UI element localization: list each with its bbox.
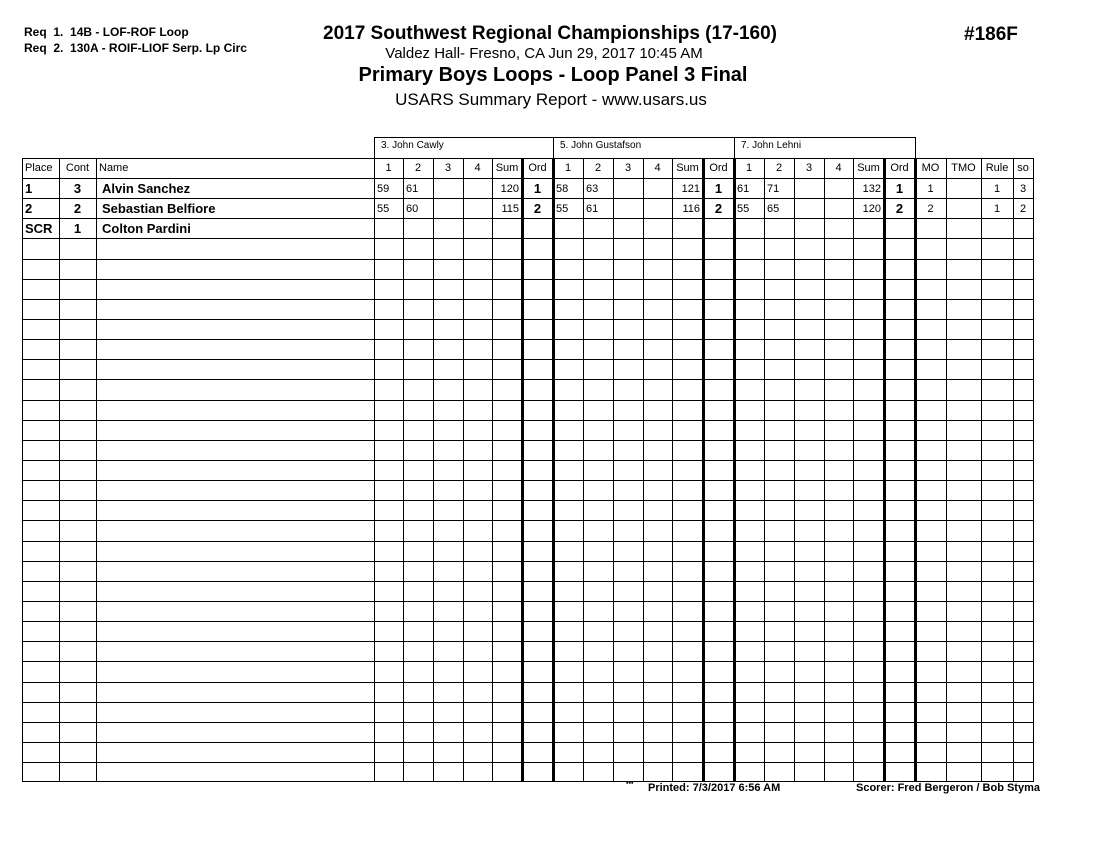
column-line xyxy=(1033,158,1034,781)
column-header-s3: 3 xyxy=(805,162,813,174)
printed-marker: ▪▪▪ xyxy=(626,780,634,787)
score-cell: 61 xyxy=(586,203,599,215)
sum-cell: 115 xyxy=(501,203,519,215)
thick-divider xyxy=(702,158,705,781)
ordinal-cell xyxy=(884,219,915,239)
column-line xyxy=(492,158,493,781)
scorer-credit: Scorer: Fred Bergeron / Bob Styma xyxy=(856,782,1040,794)
so-cell: 3 xyxy=(1019,183,1027,195)
ordinal-cell xyxy=(522,219,553,239)
column-line xyxy=(96,158,97,781)
thick-divider xyxy=(883,158,886,781)
sum-cell xyxy=(853,219,884,239)
column-line xyxy=(672,158,673,781)
score-cell xyxy=(794,199,824,219)
column-header-name: Name xyxy=(99,162,129,174)
column-header-s1: 1 xyxy=(385,162,392,174)
mo-cell: 2 xyxy=(927,203,934,215)
column-line xyxy=(22,158,23,781)
column-line xyxy=(764,158,765,781)
ordinal-cell: 1 xyxy=(533,181,542,196)
score-cell xyxy=(403,219,433,239)
event-title: Primary Boys Loops - Loop Panel 3 Final xyxy=(358,64,748,86)
ordinal-cell: 1 xyxy=(895,181,904,196)
column-header-sum: Sum xyxy=(857,162,880,174)
column-line xyxy=(853,158,854,781)
column-header-s1: 1 xyxy=(745,162,753,174)
score-cell xyxy=(734,219,764,239)
score-cell: 58 xyxy=(556,183,569,195)
requirement-2: Req 2. 130A - ROIF-LIOF Serp. Lp Circ xyxy=(24,41,247,55)
score-cell xyxy=(583,219,613,239)
score-cell xyxy=(643,179,672,199)
cont-cell: 1 xyxy=(73,221,82,236)
column-header-s4: 4 xyxy=(835,162,842,174)
score-cell xyxy=(613,219,643,239)
column-header-s1: 1 xyxy=(564,162,572,174)
skater-name: Alvin Sanchez xyxy=(102,181,191,196)
mo-cell: 1 xyxy=(927,183,934,195)
so-cell: 2 xyxy=(1019,203,1027,215)
score-cell xyxy=(433,199,463,219)
score-cell: 65 xyxy=(767,203,780,215)
requirement-1: Req 1. 14B - LOF-ROF Loop xyxy=(24,25,189,39)
column-header-s2: 2 xyxy=(414,162,422,174)
score-cell xyxy=(643,199,672,219)
sum-cell: 120 xyxy=(500,183,519,195)
printed-timestamp: Printed: 7/3/2017 6:56 AM xyxy=(648,782,781,794)
column-header-tmo: TMO xyxy=(951,162,976,174)
score-cell: 63 xyxy=(586,183,599,195)
place-cell: 2 xyxy=(25,201,33,216)
mo-cell xyxy=(915,219,946,239)
sum-cell: 116 xyxy=(682,203,700,215)
column-header-sum: Sum xyxy=(676,162,699,174)
competition-title: 2017 Southwest Regional Championships (17-160) xyxy=(323,23,777,44)
column-line xyxy=(643,158,644,781)
score-cell: 55 xyxy=(377,203,390,215)
skater-name: Colton Pardini xyxy=(102,221,191,236)
tmo-cell xyxy=(946,199,981,219)
column-header-s3: 3 xyxy=(444,162,452,174)
rule-cell: 1 xyxy=(993,183,1001,195)
column-line xyxy=(403,158,404,781)
column-header-sum: Sum xyxy=(495,162,519,174)
ordinal-cell: 2 xyxy=(533,201,542,216)
score-cell: 61 xyxy=(737,183,750,195)
judge-box-left xyxy=(374,137,375,158)
score-cell xyxy=(824,199,853,219)
score-cell: 60 xyxy=(406,203,419,215)
event-number: #186F xyxy=(964,24,1018,45)
cont-cell: 3 xyxy=(73,181,82,196)
ordinal-cell: 1 xyxy=(714,181,723,196)
sum-cell xyxy=(672,219,703,239)
column-line xyxy=(583,158,584,781)
column-line xyxy=(374,158,375,781)
score-cell xyxy=(794,219,824,239)
column-header-ord: Ord xyxy=(709,162,728,174)
place-cell: 1 xyxy=(25,181,33,196)
column-header-ord: Ord xyxy=(890,162,909,174)
judge-box-right xyxy=(915,137,916,158)
thick-divider xyxy=(914,158,917,781)
column-header-ord: Ord xyxy=(528,162,547,174)
score-cell: 61 xyxy=(406,183,419,195)
score-cell xyxy=(433,179,463,199)
score-cell xyxy=(824,219,853,239)
judge-name: 3. John Cawly xyxy=(381,140,444,151)
thick-divider xyxy=(733,158,736,781)
column-header-s4: 4 xyxy=(474,162,481,174)
sum-cell xyxy=(492,219,522,239)
judge-name: 7. John Lehni xyxy=(741,140,802,151)
column-header-s2: 2 xyxy=(775,162,783,174)
column-header-s2: 2 xyxy=(594,162,602,174)
column-header-cont: Cont xyxy=(65,162,90,174)
column-line xyxy=(433,158,434,781)
score-cell xyxy=(613,199,643,219)
score-cell: 59 xyxy=(377,183,390,195)
column-header-rule: Rule xyxy=(985,162,1009,174)
ordinal-cell: 2 xyxy=(714,201,723,216)
ordinal-cell xyxy=(703,219,734,239)
score-cell xyxy=(433,219,463,239)
tmo-cell xyxy=(946,179,981,199)
column-header-place: Place xyxy=(25,162,53,174)
thick-divider xyxy=(521,158,524,781)
score-cell xyxy=(463,199,492,219)
rule-cell xyxy=(981,219,1013,239)
sum-cell: 120 xyxy=(862,203,881,215)
column-header-mo: MO xyxy=(921,162,940,174)
score-cell xyxy=(764,219,794,239)
column-line xyxy=(794,158,795,781)
score-cell xyxy=(794,179,824,199)
column-line xyxy=(59,158,60,781)
column-line xyxy=(946,158,947,781)
column-line xyxy=(463,158,464,781)
score-cell xyxy=(824,179,853,199)
column-line xyxy=(824,158,825,781)
score-cell: 71 xyxy=(767,183,780,195)
column-header-so: so xyxy=(1017,162,1029,174)
judge-box-left xyxy=(734,137,735,158)
score-cell: 55 xyxy=(556,203,569,215)
report-title: USARS Summary Report - www.usars.us xyxy=(395,90,707,109)
thick-divider xyxy=(552,158,555,781)
score-cell: 55 xyxy=(737,203,750,215)
score-cell xyxy=(463,179,492,199)
column-header-s3: 3 xyxy=(624,162,632,174)
column-line xyxy=(613,158,614,781)
score-cell xyxy=(553,219,583,239)
score-cell xyxy=(374,219,403,239)
rule-cell: 1 xyxy=(993,203,1001,215)
place-cell: SCR xyxy=(25,221,53,236)
column-line xyxy=(1013,158,1014,781)
cont-cell: 2 xyxy=(73,201,82,216)
judge-box-left xyxy=(553,137,554,158)
ordinal-cell: 2 xyxy=(895,201,904,216)
score-cell xyxy=(613,179,643,199)
sum-cell: 132 xyxy=(862,183,881,195)
sum-cell: 121 xyxy=(681,183,700,195)
so-cell xyxy=(1013,219,1033,239)
column-header-s4: 4 xyxy=(654,162,661,174)
column-line xyxy=(981,158,982,781)
score-cell xyxy=(643,219,672,239)
skater-name: Sebastian Belfiore xyxy=(102,201,216,216)
judge-name: 5. John Gustafson xyxy=(560,140,642,151)
venue-datetime: Valdez Hall- Fresno, CA Jun 29, 2017 10:45 AM xyxy=(385,45,703,62)
tmo-cell xyxy=(946,219,981,239)
score-cell xyxy=(463,219,492,239)
